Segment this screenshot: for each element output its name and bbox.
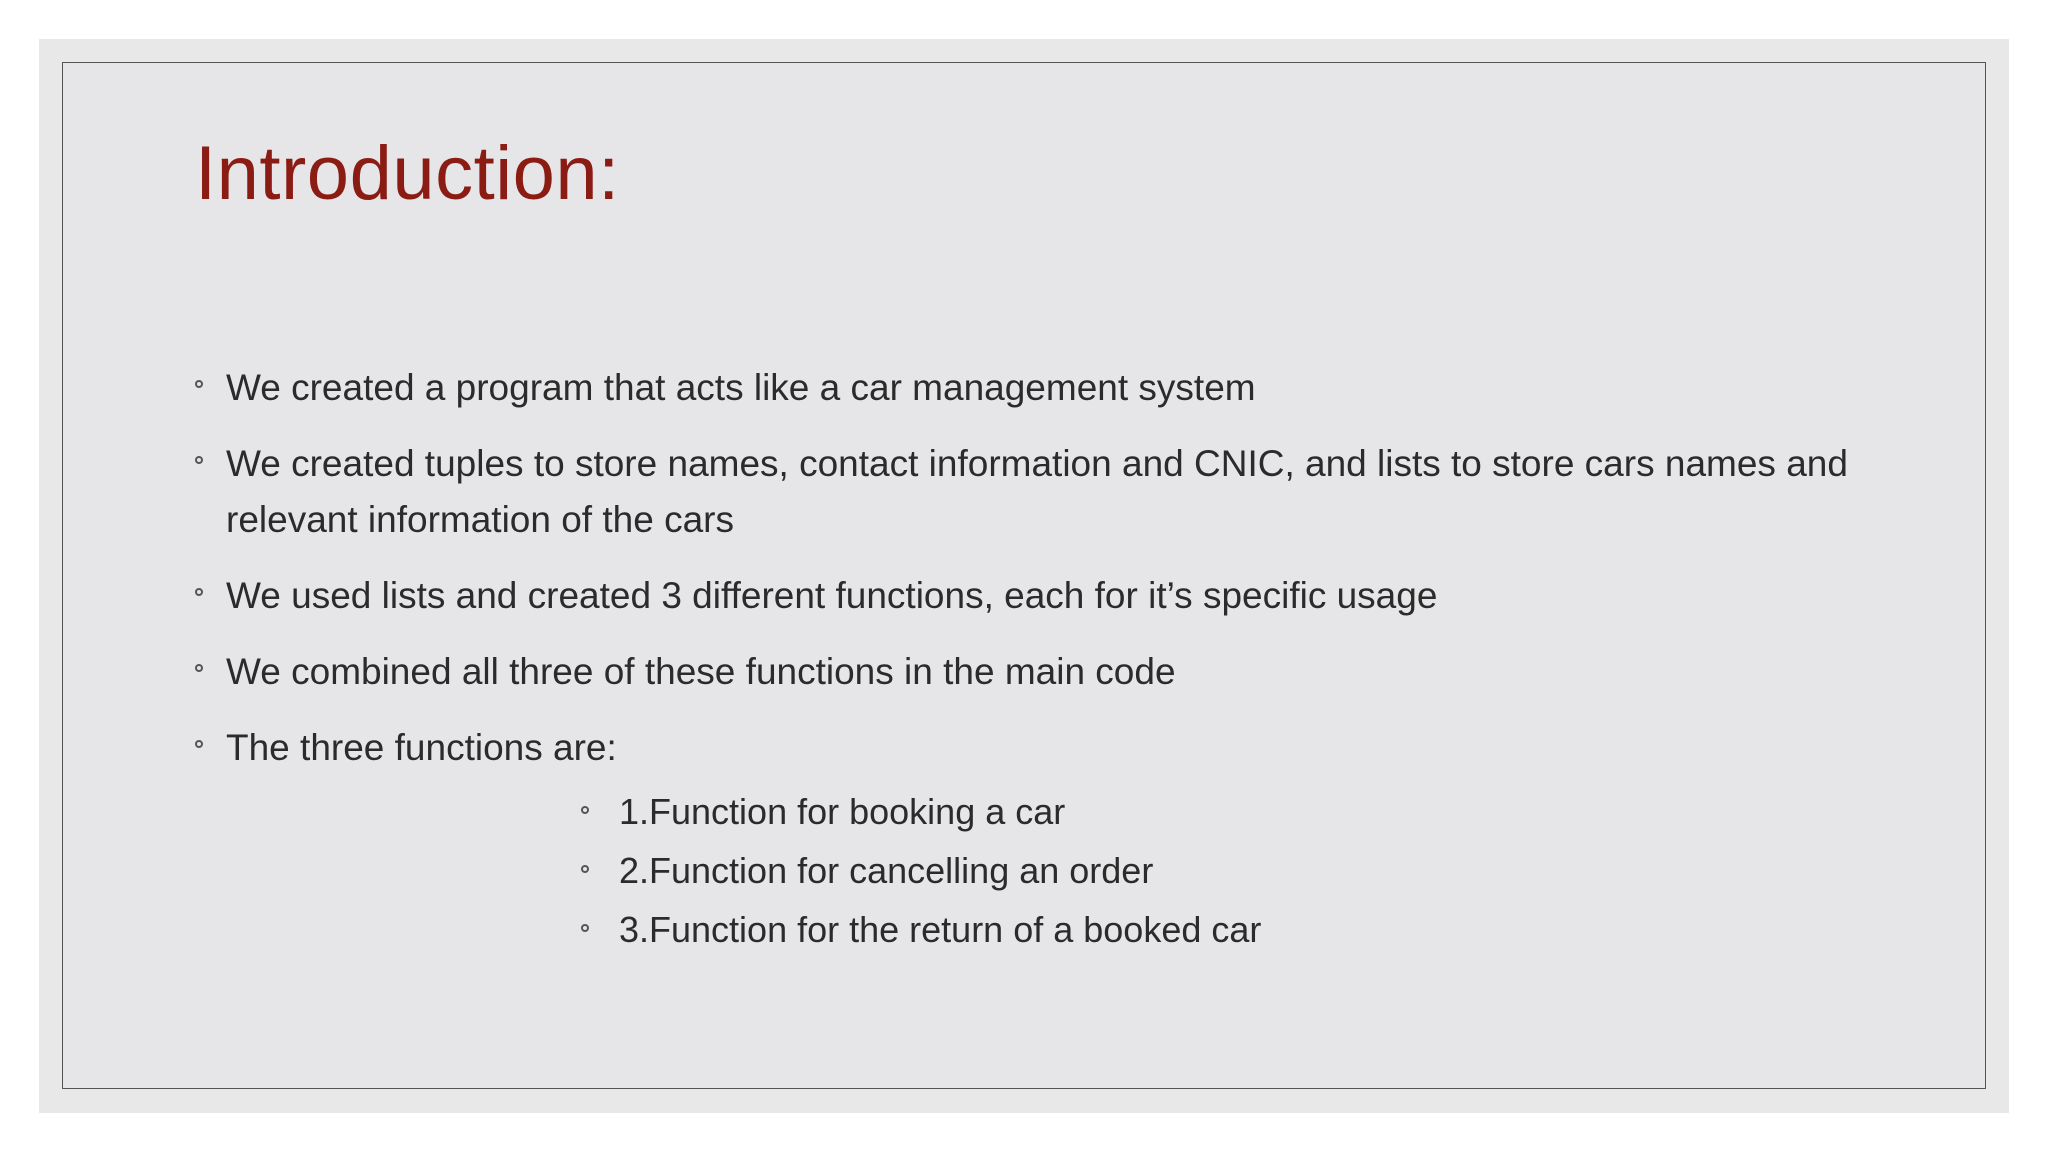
sub-bullet-text: 3.Function for the return of a booked car xyxy=(619,909,1262,950)
bullet-text: We created a program that acts like a car management system xyxy=(226,367,1256,408)
bullet-text: We combined all three of these functions in the main code xyxy=(226,651,1176,692)
sub-bullet-list xyxy=(581,782,2048,959)
sub-bullet-item xyxy=(581,900,2048,959)
slide-title: Introduction: xyxy=(195,131,620,216)
sub-bullet-item xyxy=(581,841,2048,900)
bullet-item xyxy=(195,568,1895,624)
bullet-list xyxy=(195,360,1895,959)
bullet-text: We used lists and created 3 different functions, each for it’s specific usage xyxy=(226,575,1438,616)
bullet-marker-icon xyxy=(195,380,203,388)
sub-bullet-text: 2.Function for cancelling an order xyxy=(619,850,1154,891)
bullet-item xyxy=(195,644,1895,700)
bullet-text: We created tuples to store names, contact information and CNIC, and lists to store cars names and relevant information of the cars xyxy=(226,443,1848,540)
bullet-item xyxy=(195,720,1895,959)
sub-bullet-marker-icon xyxy=(581,865,589,873)
bullet-text: The three functions are: xyxy=(226,727,617,768)
bullet-marker-icon xyxy=(195,456,203,464)
bullet-marker-icon xyxy=(195,588,203,596)
bullet-marker-icon xyxy=(195,740,203,748)
bullet-item xyxy=(195,360,1895,416)
bullet-item xyxy=(195,436,1895,548)
sub-bullet-text: 1.Function for booking a car xyxy=(619,791,1066,832)
sub-bullet-marker-icon xyxy=(581,924,589,932)
sub-bullet-marker-icon xyxy=(581,806,589,814)
sub-bullet-item xyxy=(581,782,2048,841)
bullet-marker-icon xyxy=(195,664,203,672)
